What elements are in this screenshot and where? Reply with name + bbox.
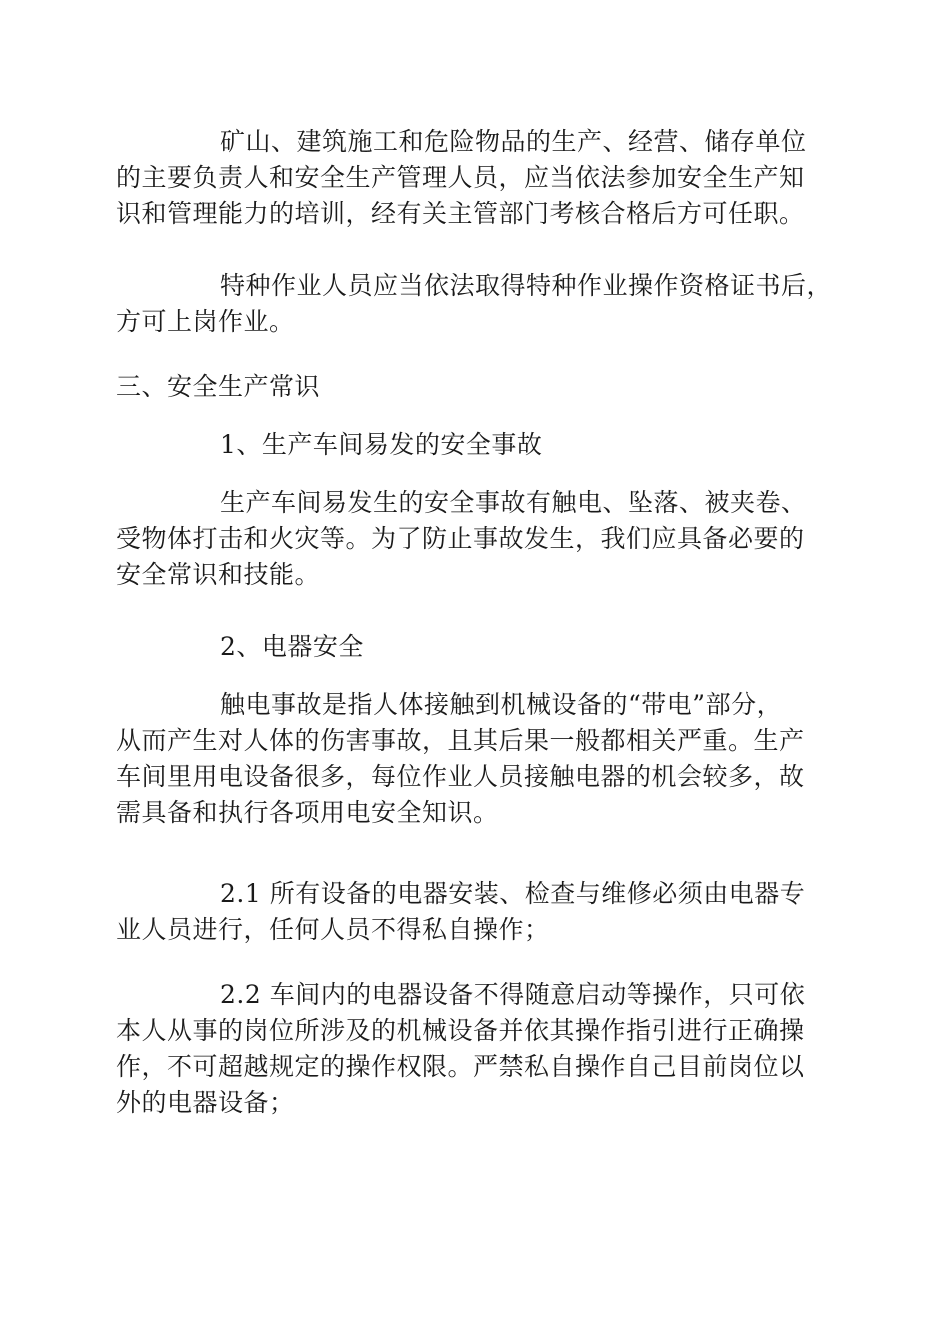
text-line: 业人员进行，任何人员不得私自操作； [116, 915, 550, 944]
paragraph-special-operators [116, 268, 836, 340]
text-line: 本人从事的岗位所涉及的机械设备并依其操作指引进行正确操 [116, 1016, 805, 1045]
text-line: 车间里用电设备很多，每位作业人员接触电器的机会较多，故 [116, 762, 805, 791]
text-line: 安全常识和技能。 [116, 560, 321, 589]
text-line: 从而产生对人体的伤害事故，且其后果一般都相关严重。生产 [116, 726, 805, 755]
item-2-2 [116, 977, 836, 1121]
text-line: 识和管理能力的培训，经有关主管部门考核合格后方可任职。 [116, 199, 805, 228]
text-line: 的主要负责人和安全生产管理人员，应当依法参加安全生产知 [116, 163, 805, 192]
paragraph-management-training [116, 124, 836, 232]
text-line: 特种作业人员应当依法取得特种作业操作资格证书后， [220, 271, 833, 300]
subsection-title: 2、电器安全 [220, 632, 364, 661]
section-heading [116, 369, 836, 405]
paragraph-common-accidents [116, 485, 836, 593]
text-line: 需具备和执行各项用电安全知识。 [116, 798, 499, 827]
subsection-title: 1、生产车间易发的安全事故 [220, 430, 543, 459]
text-line: 受物体打击和火灾等。为了防止事故发生，我们应具备必要的 [116, 524, 805, 553]
item-2-1 [116, 876, 836, 948]
subsection-heading-1 [116, 427, 836, 463]
text-line: 作，不可超越规定的操作权限。严禁私自操作自己目前岗位以 [116, 1052, 805, 1081]
text-line: 触电事故是指人体接触到机械设备的“带电”部分， [220, 690, 783, 719]
text-line: 方可上岗作业。 [116, 307, 295, 336]
text-line: 外的电器设备； [116, 1088, 295, 1117]
paragraph-electric-shock [116, 687, 836, 831]
section-title: 三、安全生产常识 [116, 372, 321, 401]
text-line: 矿山、建筑施工和危险物品的生产、经营、储存单位 [220, 127, 807, 156]
subsection-heading-2 [116, 629, 836, 665]
text-line: 2.1 所有设备的电器安装、检查与维修必须由电器专 [220, 879, 806, 908]
text-line: 2.2 车间内的电器设备不得随意启动等操作，只可依 [220, 980, 806, 1009]
text-line: 生产车间易发生的安全事故有触电、坠落、被夹卷、 [220, 488, 807, 517]
